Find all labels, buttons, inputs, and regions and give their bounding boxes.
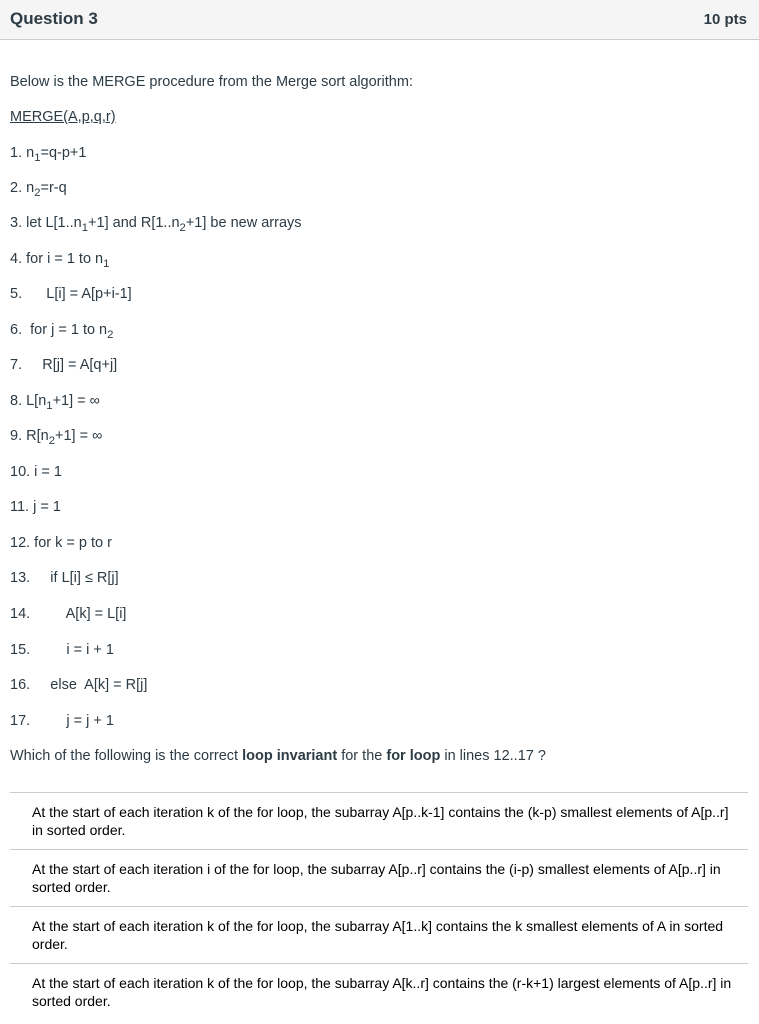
question-prompt: Which of the following is the correct loop invariant for the for loop in lines 12..17 ? [10,748,546,764]
code-line-4: 4. for i = 1 to $n_1$ [10,251,110,270]
answer-option-1[interactable]: At the start of each iteration k of the for loop, the subarray A[p..k-1] contains the (k-p) smallest elements of A[p..r] in sorted order. [10,792,748,849]
code-line-7: 7. R[j] = A[q+j] [10,357,118,373]
code-line-9: 9. $R[n_2+1]$ = ∞ [10,428,103,447]
question-title: Question 3 [10,9,98,28]
code-line-5: 5. L[i] = A[p+i-1] [10,286,132,302]
code-line-11: 11. j = 1 [10,499,61,515]
question-header [0,0,759,40]
code-line-1: 1. $n_1=q-p+1$ [10,145,87,164]
code-line-13: 13. if L[i] ≤ R[j] [10,570,119,586]
code-line-17: 17. j = j + 1 [10,713,114,729]
code-line-3: 3. let $L[1..n_1+1]$ and $R[1..n_2+1]$ be new arrays [10,215,302,234]
answer-list [10,792,748,1021]
code-line-15: 15. i = i + 1 [10,642,114,658]
answer-option-2[interactable]: At the start of each iteration i of the for loop, the subarray A[p..r] contains the (i-p) smallest elements of A[p..r] in sorted order. [10,849,748,906]
code-line-12: 12. for k = p to r [10,535,112,551]
code-line-2: 2. $n_2=r-q$ [10,180,67,199]
code-line-8: 8. $L[n_1+1]$ = ∞ [10,393,101,412]
procedure-name: MERGE(A,p,q,r) [10,109,116,125]
answer-option-3[interactable]: At the start of each iteration k of the for loop, the subarray A[1..k] contains the k smallest elements of A in sorted order. [10,906,748,963]
question-points: 10 pts [703,11,747,28]
code-line-6: 6. for j = 1 to $n_2$ [10,322,114,341]
code-line-14: 14. A[k] = L[i] [10,606,127,622]
code-line-16: 16. else A[k] = R[j] [10,677,148,693]
question-intro: Below is the MERGE procedure from the Merge sort algorithm: [10,74,413,90]
code-line-10: 10. i = 1 [10,464,62,480]
answer-option-4[interactable]: At the start of each iteration k of the for loop, the subarray A[k..r] contains the (r-k+1) largest elements of A[p..r] in sorted order. [10,963,748,1021]
